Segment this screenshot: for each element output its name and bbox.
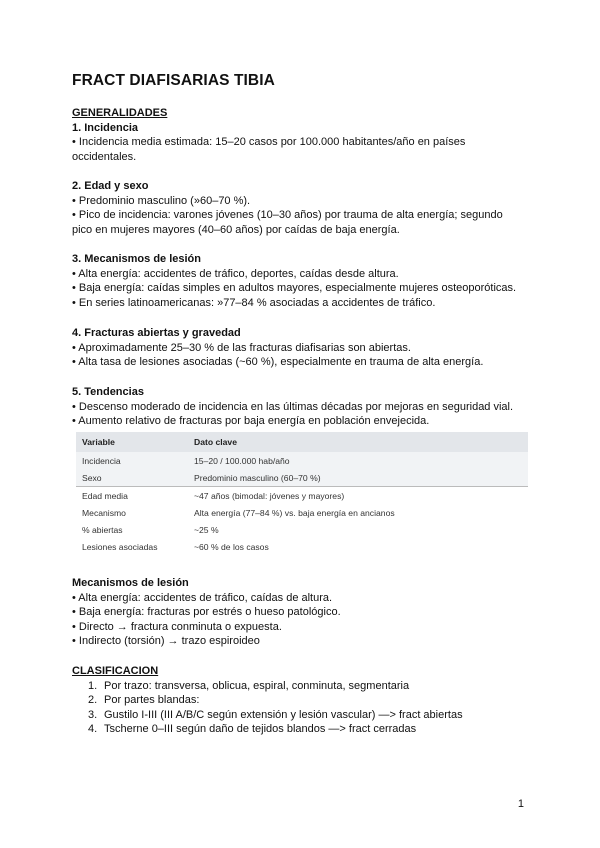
text-line: • Baja energía: fracturas por estrés o hueso patológico.: [72, 606, 341, 619]
list-number: 1.: [88, 679, 98, 692]
section-generalidades: [72, 106, 532, 164]
text-line: • Incidencia media estimada: 15–20 casos por 100.000 habitantes/año en países: [72, 136, 466, 149]
section-heading: GENERALIDADES: [72, 107, 168, 119]
text-line: • Alta energía: accidentes de tráfico, caídas de altura.: [72, 591, 333, 604]
table-row: [76, 469, 528, 487]
subsection-heading: 4. Fracturas abiertas y gravedad: [72, 327, 241, 339]
list-item: [72, 679, 532, 694]
text-line: occidentales.: [72, 150, 137, 163]
table-header-row: [76, 432, 528, 452]
subsection-tendencias: [72, 385, 532, 429]
table-row: [76, 521, 528, 538]
page-number: 1: [517, 798, 524, 810]
subsection-edad: [72, 179, 532, 237]
list-text: Por partes blandas:: [104, 694, 200, 707]
text-line: • Directo → fractura conminuta o expuesta.: [72, 620, 282, 633]
list-text: Gustilo I-III (III A/B/C según extensión y lesión vascular) —> fract abiertas: [104, 708, 463, 721]
page-title: FRACT DIAFISARIAS TIBIA: [72, 72, 275, 89]
text-line: • Alta tasa de lesiones asociadas (~60 %), especialmente en trauma de alta energía.: [72, 356, 484, 369]
text-line: pico en mujeres mayores (40–60 años) por caídas de baja energía.: [72, 223, 400, 236]
subsection-heading: 3. Mecanismos de lesión: [72, 253, 201, 265]
list-item: [72, 708, 532, 723]
text-line: • Aproximadamente 25–30 % de las fracturas diafisarias son abiertas.: [72, 341, 411, 354]
subsection-abiertas: [72, 326, 532, 370]
text-line: • Alta energía: accidentes de tráfico, deportes, caídas desde altura.: [72, 267, 399, 280]
table-cell: ~25 %: [194, 524, 219, 535]
subsection-heading: 1. Incidencia: [72, 121, 139, 134]
table-row: [76, 487, 528, 505]
list-item: [72, 722, 532, 737]
table-cell: ~47 años (bimodal: jóvenes y mayores): [188, 487, 528, 505]
list-number: 4.: [88, 723, 98, 736]
text-line: • Indirecto (torsión) → trazo espiroideo: [72, 635, 260, 648]
table-row: [76, 504, 528, 521]
table-cell: Predominio masculino (60–70 %): [188, 469, 528, 487]
text-line: • En series latinoamericanas: »77–84 % asociadas a accidentes de tráfico.: [72, 296, 436, 309]
table-cell: 15–20 / 100.000 hab/año: [188, 452, 528, 469]
list-text: Tscherne 0–III según daño de tejidos blandos —> fract cerradas: [104, 723, 417, 736]
text-line: • Pico de incidencia: varones jóvenes (10–30 años) por trauma de alta energía; segundo: [72, 209, 503, 222]
list-number: 2.: [88, 694, 98, 707]
table-cell: % abiertas: [82, 524, 123, 535]
text-line: • Baja energía: caídas simples en adultos mayores, especialmente mujeres osteoporóticas.: [72, 282, 517, 295]
table-cell: Sexo: [76, 469, 188, 487]
table-cell: ~60 % de los casos: [194, 541, 269, 552]
table-row: [76, 538, 528, 555]
subsection-heading: 2. Edad y sexo: [72, 180, 149, 192]
column-header: Variable: [76, 432, 188, 452]
column-header: Dato clave: [188, 432, 528, 452]
text-line: • Predominio masculino (»60–70 %).: [72, 194, 251, 207]
data-table: [76, 432, 528, 555]
table-cell: Mecanismo: [82, 507, 126, 518]
table-cell: Alta energía (77–84 %) vs. baja energía en ancianos: [194, 507, 395, 518]
subsection-heading: 5. Tendencias: [72, 386, 144, 398]
list-item: [72, 693, 532, 708]
section-clasificacion: [72, 664, 532, 737]
section-heading: CLASIFICACION: [72, 665, 159, 677]
list-number: 3.: [88, 708, 98, 721]
list-text: Por trazo: transversa, oblicua, espiral, conminuta, segmentaria: [104, 679, 410, 692]
numbered-list: [72, 679, 532, 737]
table-cell: Edad media: [76, 487, 188, 505]
table-cell: Lesiones asociadas: [82, 541, 158, 552]
table-row: [76, 452, 528, 469]
section-heading: Mecanismos de lesión: [72, 577, 189, 589]
table-cell: Incidencia: [76, 452, 188, 469]
text-line: • Descenso moderado de incidencia en las últimas décadas por mejoras en seguridad vial.: [72, 400, 514, 413]
subsection-mecanismos: [72, 252, 532, 310]
section-mecanismos: [72, 576, 532, 649]
text-line: • Aumento relativo de fracturas por baja energía en población envejecida.: [72, 415, 430, 428]
